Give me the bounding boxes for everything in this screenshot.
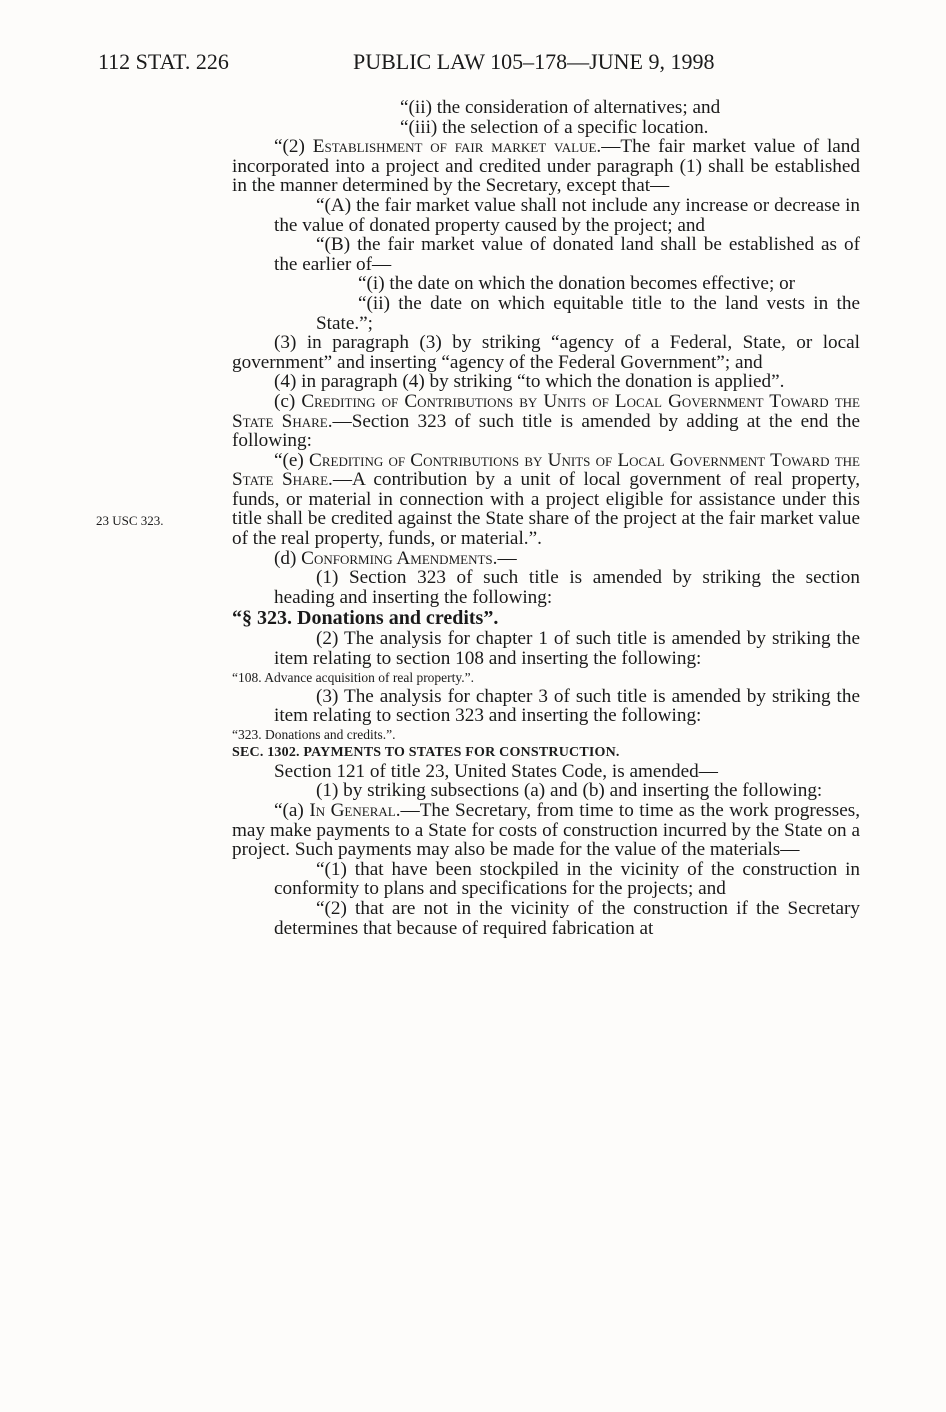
pe-open: “(e) — [274, 449, 310, 471]
toc-item-323: “323. Donations and credits.”. — [232, 726, 396, 742]
clause-b-ii: “(ii) the date on which equitable title to the land vests in the State.”; — [316, 292, 860, 334]
clause-ii-alternatives: “(ii) the consideration of alternatives; and — [400, 97, 721, 118]
clause-b-i: “(i) the date on which the donation becomes effective; or — [358, 273, 796, 295]
subsection-a-in-general — [232, 801, 860, 860]
paragraph-3: (3) in paragraph (3) by striking “agency of a Federal, State, or local government” and inserting “agency of the Federal Government”; and — [232, 332, 860, 373]
pc-text: .—Section 323 of such title is amended by adding at the end the following: — [232, 410, 860, 452]
section-1302-heading: SEC. 1302. PAYMENTS TO STATES FOR CONSTRUCTION. — [232, 744, 620, 760]
subparagraph-a: “(A) the fair market value shall not include any increase or decrease in the value of donated property caused by the project; and — [274, 194, 860, 236]
subsection-d — [232, 549, 860, 569]
subsection-d-1: (1) Section 323 of such title is amended by striking the section heading and inserting the following: — [274, 567, 860, 608]
pd-open: (d) — [274, 547, 302, 569]
subsection-d-2: (2) The analysis for chapter 1 of such title is amended by striking the item relating to section 108 and inserting the following: — [274, 628, 860, 670]
section-323-heading: “§ 323. Donations and credits”. — [232, 607, 499, 630]
subsection-e — [232, 451, 860, 549]
page-body — [232, 98, 860, 938]
subsection-d-3: (3) The analysis for chapter 3 of such title is amended by striking the item relating to section 323 and inserting the following: — [274, 685, 860, 727]
pc-open: (c) — [274, 390, 302, 412]
pc-heading: Crediting of Contributions by Units of Local Government Toward the State Share — [232, 390, 860, 432]
p2-text: .—The fair market value of land incorporated into a project and credited under paragraph (1) shall be established in the manner determined by the Secretary, except that— — [232, 136, 860, 197]
pa-text: .—The Secretary, from time to time as the work progresses, may make payments to a State for costs of construction incurred by the State on a project. Such payments may also be made for the value of the materials— — [232, 800, 861, 861]
pa-heading: In General — [309, 800, 396, 821]
p2-open: “(2) — [274, 136, 313, 158]
pd-heading: Conforming Amendments — [301, 547, 493, 569]
clause-iii-location: “(iii) the selection of a specific location. — [400, 116, 709, 138]
paragraph-4: (4) in paragraph (4) by striking “to which the donation is applied”. — [274, 371, 785, 393]
subsection-a-1: “(1) that have been stockpiled in the vicinity of the construction in conformity to plans and specifications for the projects; and — [274, 858, 860, 900]
p2-heading: Establishment of fair market value — [312, 136, 597, 158]
subparagraph-b: “(B) the fair market value of donated land shall be established as of the earlier of— — [274, 234, 860, 275]
pd-dash: .— — [492, 547, 517, 569]
margin-citation: 23 USC 323. — [96, 513, 164, 528]
public-law-title: PUBLIC LAW 105–178—JUNE 9, 1998 — [353, 49, 715, 74]
paragraph-2-fair-market-value — [232, 137, 860, 196]
subsection-c — [232, 392, 860, 451]
stat-page-number: 112 STAT. 226 — [98, 49, 229, 74]
pa-open: “(a) — [274, 800, 310, 821]
section-121-intro: Section 121 of title 23, United States Code, is amended— — [274, 760, 718, 782]
pe-heading: Crediting of Contributions by Units of Local Government Toward the State Share — [232, 449, 861, 491]
subsection-a-2: “(2) that are not in the vicinity of the construction if the Secretary determines that because of required fabrication at — [274, 897, 860, 939]
toc-item-108: “108. Advance acquisition of real property.”. — [232, 669, 475, 685]
section-121-paragraph-1: (1) by striking subsections (a) and (b) and inserting the following: — [316, 780, 823, 802]
pe-text: .—A contribution by a unit of local government of real property, funds, or material in connection with a project eligible for assistance under this title shall be credited against the State share of the project at the fair market value of the real property, funds, or material.”. — [232, 469, 860, 550]
